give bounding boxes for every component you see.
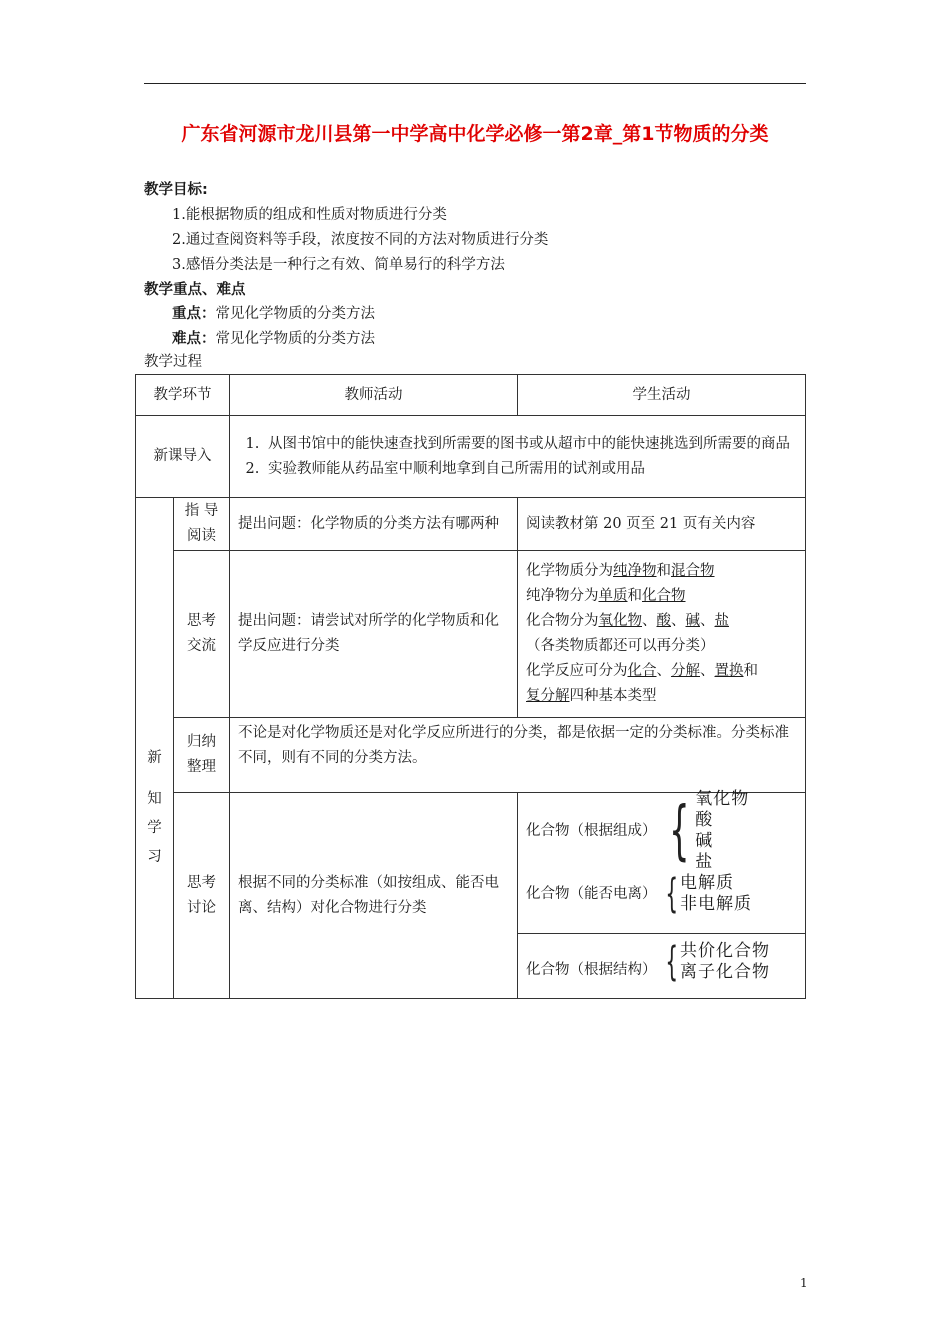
stage-line: 指 导: [184, 503, 219, 519]
reading-student: 阅读教材第 20 页至 21 页有关内容: [518, 498, 806, 551]
student-line: 化合物分为氧化物、酸、碱、盐: [526, 613, 729, 629]
brace-icon: {: [664, 871, 678, 917]
list-item: 非电解质: [679, 894, 752, 914]
document-title: 广东省河源市龙川县第一中学高中化学必修一第2章_第1节物质的分类: [181, 123, 769, 145]
stage-line: 归纳: [187, 734, 216, 750]
classification-bottom: [518, 934, 805, 998]
objective-item: 2.通过查阅资料等手段，浓度按不同的方法对物质进行分类: [172, 232, 549, 248]
summary-text: 不论是对化学物质还是对化学反应所进行的分类，都是依据一定的分类标准。分类标准不同，则有不同的分类方法。: [230, 718, 806, 793]
student-line: 复分解四种基本类型: [526, 688, 657, 704]
objectives-heading: 教学目标:: [144, 182, 208, 198]
intro-content: [230, 416, 806, 498]
intro-list: [238, 432, 797, 482]
ionization-label: 化合物（能否电离）: [526, 885, 657, 902]
stage-discuss2: [174, 793, 230, 999]
list-item: 1. 从图书馆中的能快速查找到所需要的图书或从超市中的能快速挑选到所需要的商品: [264, 432, 797, 457]
keypoints-heading: 教学重点、难点: [144, 282, 246, 298]
composition-items: [695, 789, 749, 873]
header-student: 学生活动: [518, 375, 806, 416]
ionization-group: [526, 873, 752, 915]
list-item: 离子化合物: [679, 961, 770, 982]
header-stage: 教学环节: [136, 375, 230, 416]
composition-group: [526, 789, 749, 873]
objective-item: 1.能根据物质的组成和性质对物质进行分类: [172, 207, 447, 223]
list-item: 酸: [695, 810, 714, 830]
table-row-discuss2: [136, 793, 806, 999]
lesson-table: [135, 374, 806, 999]
discussion-teacher: 提出问题：请尝试对所学的化学物质和化学反应进行分类: [230, 551, 518, 718]
stage-intro: 新课导入: [136, 416, 230, 498]
section-char: 学: [147, 820, 162, 836]
stage-line: 思考: [187, 613, 216, 629]
process-heading: 教学过程: [144, 354, 202, 370]
structure-group: [526, 940, 770, 983]
stage-line: 阅读: [187, 528, 216, 544]
list-item: 2. 实验教师能从药品室中顺利地拿到自己所需用的试剂或用品: [264, 457, 797, 482]
table-row-intro: [136, 416, 806, 498]
discuss2-teacher: 根据不同的分类标准（如按组成、能否电离、结构）对化合物进行分类: [230, 793, 518, 999]
section-char: 习: [147, 849, 162, 865]
section-char: 新: [147, 750, 162, 766]
table-row-discussion: [136, 551, 806, 718]
objective-item: 3.感悟分类法是一种行之有效、简单易行的科学方法: [172, 257, 505, 273]
difficult-point-text: 常见化学物质的分类方法: [215, 331, 375, 347]
student-line: 纯净物分为单质和化合物: [526, 588, 686, 604]
stage-discussion: [174, 551, 230, 718]
stage-reading: [174, 498, 230, 551]
discussion-student: [518, 551, 806, 718]
stage-line: 整理: [187, 759, 216, 775]
page-number: 1: [800, 1276, 808, 1290]
list-item: 电解质: [679, 873, 734, 893]
table-row-summary: [136, 718, 806, 793]
classification-top: [518, 789, 805, 934]
stage-line: 交流: [187, 638, 216, 654]
key-point-line: [172, 304, 375, 324]
stage-line: 思考: [187, 874, 216, 891]
structure-items: [680, 941, 770, 983]
list-item: 氧化物: [695, 789, 750, 809]
key-point-label: 重点：: [172, 306, 216, 322]
stage-line: 讨论: [187, 899, 216, 916]
student-line: 化学反应可分为化合、分解、置换和: [526, 663, 758, 679]
list-item: 碱: [695, 831, 714, 851]
brace-icon: {: [664, 938, 678, 985]
reading-teacher: 提出问题：化学物质的分类方法有哪两种: [230, 498, 518, 551]
discuss2-student: [518, 789, 806, 999]
brace-icon: {: [668, 794, 690, 868]
table-row-reading: [136, 498, 806, 551]
table-header-row: [136, 375, 806, 416]
structure-label: 化合物（根据结构）: [526, 962, 657, 978]
section-label: [136, 498, 174, 999]
student-line: （各类物质都还可以再分类）: [526, 638, 715, 654]
list-item: 共价化合物: [679, 940, 770, 961]
composition-label: 化合物（根据组成）: [526, 822, 657, 839]
key-point-text: 常见化学物质的分类方法: [215, 306, 375, 322]
section-char: 知: [147, 791, 162, 807]
student-line: 化学物质分为纯净物和混合物: [526, 563, 715, 579]
list-item: 盐: [695, 852, 714, 872]
difficult-point-line: [172, 329, 375, 349]
stage-summary: [174, 718, 230, 793]
header-rule: [144, 83, 806, 84]
header-teacher: 教师活动: [230, 375, 518, 416]
ionization-items: [680, 873, 752, 915]
difficult-point-label: 难点：: [172, 331, 216, 347]
